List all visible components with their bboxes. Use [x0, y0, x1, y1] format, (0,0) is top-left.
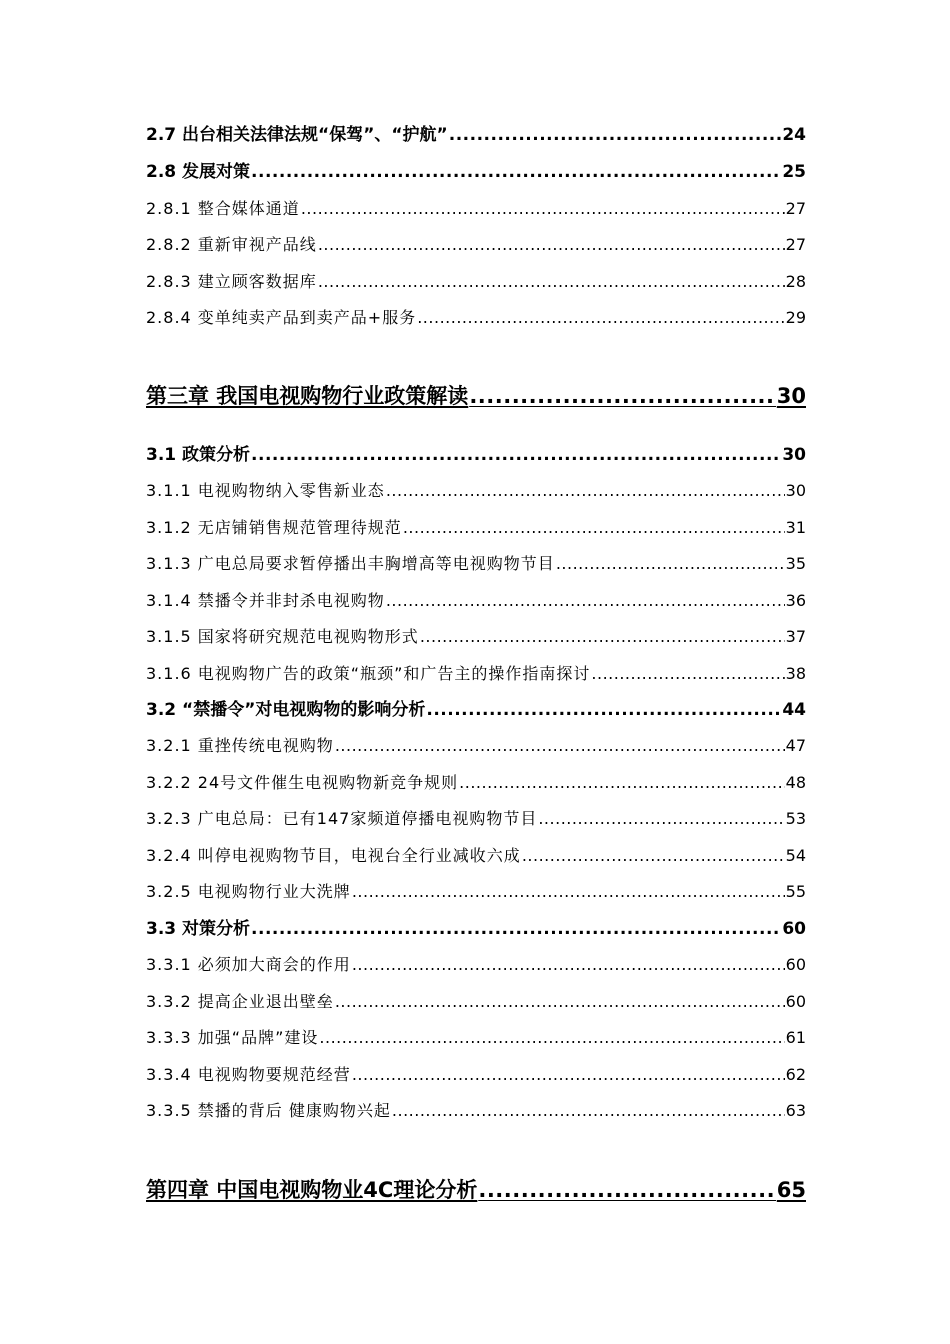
toc-entry-page: 35	[785, 554, 806, 573]
toc-entry-3-3-1[interactable]	[146, 957, 806, 973]
toc-entry-3-1-4[interactable]	[146, 593, 806, 609]
toc-chapter-page: 30	[776, 384, 806, 408]
toc-entry-page: 24	[782, 125, 806, 145]
toc-entry-title: 3.2 “禁播令”对电视购物的影响分析	[146, 700, 426, 720]
toc-entry-title: 2.8.2 重新审视产品线	[146, 235, 317, 254]
toc-entry-title: 3.1.5 国家将研究规范电视购物形式	[146, 627, 419, 646]
toc-entry-title: 3.1.4 禁播令并非封杀电视购物	[146, 591, 385, 610]
toc-entry-3-1-5[interactable]	[146, 629, 806, 645]
toc-entry-title: 3.2.5 电视购物行业大洗牌	[146, 882, 351, 901]
dot-leader	[251, 164, 781, 181]
toc-entry-3-3-4[interactable]	[146, 1067, 806, 1083]
dot-leader	[352, 884, 785, 900]
toc-entry-page: 48	[785, 773, 806, 792]
toc-entry-page: 63	[785, 1101, 806, 1120]
toc-entry-title: 3.2.4 叫停电视购物节目，电视台全行业减收六成	[146, 846, 521, 865]
toc-entry-title: 2.8.4 变单纯卖产品到卖产品+服务	[146, 308, 417, 327]
toc-chapter-title: 第三章 我国电视购物行业政策解读	[146, 384, 469, 408]
toc-entry-2-7[interactable]	[146, 127, 806, 144]
toc-entry-page: 62	[785, 1065, 806, 1084]
toc-entry-page: 30	[782, 445, 806, 465]
dot-leader	[318, 237, 785, 253]
toc-entry-page: 60	[782, 919, 806, 939]
toc-entry-2-8-3[interactable]	[146, 274, 806, 290]
toc-chapter-title: 第四章 中国电视购物业4C理论分析	[146, 1178, 478, 1202]
toc-entry-title: 3.3.3 加强“品牌”建设	[146, 1028, 319, 1047]
dot-leader	[318, 274, 785, 290]
toc-entry-3-1-1[interactable]	[146, 483, 806, 499]
toc-entry-3-3-2[interactable]	[146, 994, 806, 1010]
toc-entry-title: 3.1 政策分析	[146, 445, 251, 465]
toc-entry-3-2-5[interactable]	[146, 884, 806, 900]
toc-entry-3-1[interactable]	[146, 447, 806, 464]
toc-entry-page: 61	[785, 1028, 806, 1047]
toc-entry-2-8-4[interactable]	[146, 310, 806, 326]
toc-entry-page: 55	[785, 882, 806, 901]
dot-leader	[591, 666, 784, 682]
dot-leader	[469, 386, 775, 407]
dot-leader	[335, 994, 785, 1010]
dot-leader	[386, 483, 785, 499]
toc-entry-page: 36	[785, 591, 806, 610]
toc-entry-page: 54	[785, 846, 806, 865]
dot-leader	[426, 702, 781, 719]
toc-entry-3-2-2[interactable]	[146, 775, 806, 791]
toc-entry-2-8-1[interactable]	[146, 201, 806, 217]
dot-leader	[251, 921, 781, 938]
toc-entry-page: 60	[785, 955, 806, 974]
dot-leader	[319, 1030, 784, 1046]
dot-leader	[403, 520, 785, 536]
toc-entry-page: 44	[782, 700, 806, 720]
toc-entry-title: 3.2.2 24号文件催生电视购物新竞争规则	[146, 773, 459, 792]
dot-leader	[352, 957, 785, 973]
dot-leader	[478, 1180, 775, 1201]
toc-entry-3-2[interactable]	[146, 702, 806, 719]
toc-entry-title: 3.3.2 提高企业退出壁垒	[146, 992, 334, 1011]
toc-entry-title: 3.3.1 必须加大商会的作用	[146, 955, 351, 974]
dot-leader	[538, 811, 784, 827]
toc-entry-title: 3.1.2 无店铺销售规范管理待规范	[146, 518, 402, 537]
toc-entry-title: 2.8.1 整合媒体通道	[146, 199, 300, 218]
dot-leader	[386, 593, 785, 609]
toc-entry-2-8[interactable]	[146, 164, 806, 181]
toc-entry-page: 28	[785, 272, 806, 291]
toc-entry-page: 37	[785, 627, 806, 646]
toc-entry-title: 2.7 出台相关法律法规“保驾”、“护航”	[146, 125, 448, 145]
toc-entry-title: 3.1.3 广电总局要求暂停播出丰胸增高等电视购物节目	[146, 554, 555, 573]
toc-chapter-page: 65	[776, 1178, 806, 1202]
toc-entry-page: 53	[785, 809, 806, 828]
toc-entry-3-3-5[interactable]	[146, 1103, 806, 1119]
toc-entry-title: 3.1.6 电视购物广告的政策“瓶颈”和广告主的操作指南探讨	[146, 664, 591, 683]
toc-entry-page: 27	[785, 199, 806, 218]
toc-chapter-3[interactable]	[146, 386, 806, 407]
toc-entry-page: 47	[785, 736, 806, 755]
dot-leader	[449, 127, 782, 144]
toc-entry-title: 3.3.5 禁播的背后 健康购物兴起	[146, 1101, 391, 1120]
toc-entry-title: 3.2.1 重挫传统电视购物	[146, 736, 334, 755]
toc-entry-3-2-1[interactable]	[146, 738, 806, 754]
toc-entry-title: 3.1.1 电视购物纳入零售新业态	[146, 481, 385, 500]
dot-leader	[417, 310, 784, 326]
toc-entry-page: 25	[782, 162, 806, 182]
dot-leader	[251, 447, 781, 464]
toc-entry-title: 2.8 发展对策	[146, 162, 251, 182]
toc-entry-3-2-4[interactable]	[146, 848, 806, 864]
toc-entry-title: 3.3 对策分析	[146, 919, 251, 939]
toc-entry-title: 3.3.4 电视购物要规范经营	[146, 1065, 351, 1084]
toc-entry-page: 30	[785, 481, 806, 500]
toc-entry-3-3[interactable]	[146, 921, 806, 938]
toc-entry-3-3-3[interactable]	[146, 1030, 806, 1046]
dot-leader	[301, 201, 785, 217]
dot-leader	[459, 775, 784, 791]
toc-entry-title: 2.8.3 建立顾客数据库	[146, 272, 317, 291]
toc-entry-page: 29	[785, 308, 806, 327]
toc-entry-page: 31	[785, 518, 806, 537]
toc-entry-3-1-6[interactable]	[146, 666, 806, 682]
toc-entry-page: 60	[785, 992, 806, 1011]
toc-entry-title: 3.2.3 广电总局：已有147家频道停播电视购物节目	[146, 809, 538, 828]
toc-entry-2-8-2[interactable]	[146, 237, 806, 253]
toc-entry-3-1-3[interactable]	[146, 556, 806, 572]
dot-leader	[522, 848, 785, 864]
toc-chapter-4[interactable]	[146, 1180, 806, 1201]
toc-entry-page: 27	[785, 235, 806, 254]
toc-entry-page: 38	[785, 664, 806, 683]
dot-leader	[420, 629, 785, 645]
dot-leader	[352, 1067, 785, 1083]
toc-entry-3-1-2[interactable]	[146, 520, 806, 536]
dot-leader	[556, 556, 785, 572]
dot-leader	[335, 738, 785, 754]
dot-leader	[392, 1103, 785, 1119]
toc-entry-3-2-3[interactable]	[146, 811, 806, 827]
